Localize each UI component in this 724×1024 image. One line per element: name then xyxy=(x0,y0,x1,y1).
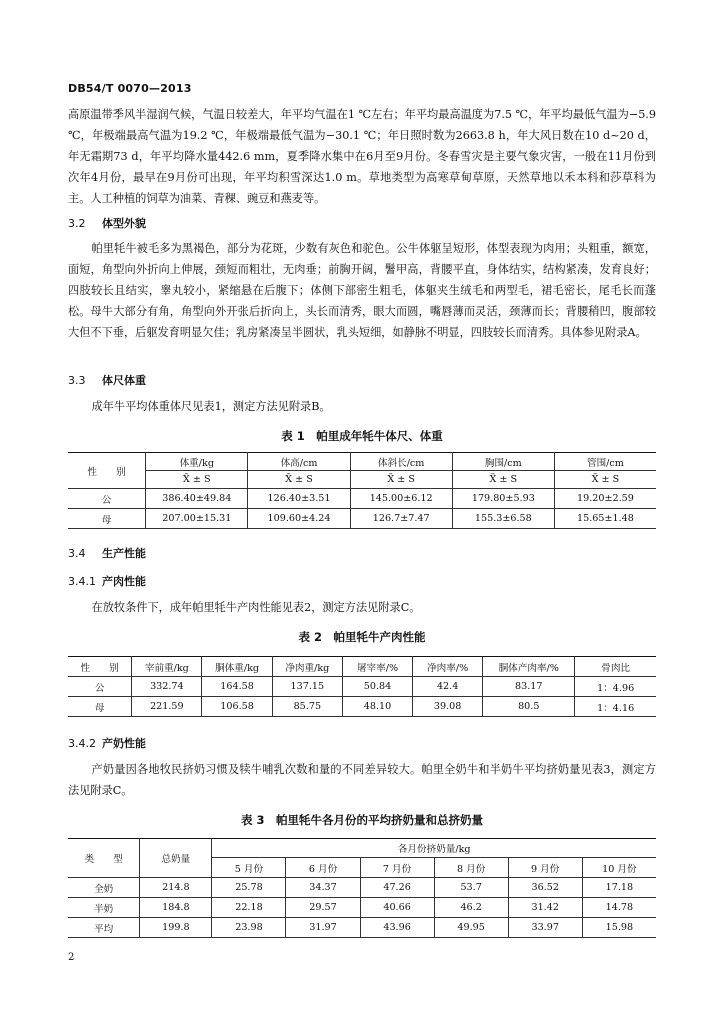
section-heading-3-3 xyxy=(68,372,146,388)
table-cell: 14.78 xyxy=(582,898,656,918)
table-cell: 42.4 xyxy=(413,677,483,697)
table-cell: 1：4.96 xyxy=(575,677,656,697)
table-header-row xyxy=(68,657,656,677)
table-row xyxy=(68,878,656,898)
section-number: 3.2 xyxy=(68,217,86,230)
table-header: 体重/kg xyxy=(146,453,248,471)
document-code: DB54/T 0070—2013 xyxy=(68,82,192,95)
section-heading-3-4-2 xyxy=(68,735,146,751)
table2 xyxy=(68,656,656,717)
table-row xyxy=(68,509,656,529)
table-cell: 36.52 xyxy=(508,878,582,898)
table-header: 净肉率/% xyxy=(413,657,483,677)
table-cell: 23.98 xyxy=(212,918,286,938)
table-cell: 221.59 xyxy=(132,697,202,717)
section-number: 3.3 xyxy=(68,374,86,387)
table-row xyxy=(68,918,656,938)
table-cell-type: 半奶 xyxy=(68,898,140,918)
month-header: 7 月份 xyxy=(360,858,434,878)
table-cell: 126.7±7.47 xyxy=(350,509,452,529)
table-subheader-row xyxy=(68,471,656,489)
paragraph-appearance: 帕里牦牛被毛多为黑褐色，部分为花斑，少数有灰色和驼色。公牛体躯呈短形，体型表现为肉用；头粗重，额宽，面短，角型向外折向上伸展，颈短而粗壮，无肉垂；前胸开阔，鬐甲高，背腰平直，身体结实，结构紧凑，发育良好；四肢较长且结实，睾丸较小，紧缩悬在后腹下；体侧下部密生粗毛，体躯夹生绒毛和两型毛，裙毛密长，尾毛长而蓬松。母牛大部分有角，角型向外开张后折向上，头长而清秀，眼大而圆，嘴唇薄而灵活，颈薄而长；背腰稍凹，腹部较大但不下垂，后躯发育明显欠佳；乳房紧凑呈半圆状，乳头短细，如静脉不明显，四肢较长而清秀。具体参见附录A。 xyxy=(68,242,656,339)
table-cell-sex: 母 xyxy=(68,509,146,529)
section-number: 3.4 xyxy=(68,547,86,560)
table-cell: 34.37 xyxy=(286,878,360,898)
table-cell: 155.3±6.58 xyxy=(452,509,554,529)
table-header-sex: 性 别 xyxy=(68,453,146,489)
table-cell: 80.5 xyxy=(483,697,575,717)
section-title: 体型外貌 xyxy=(102,217,146,230)
table-cell-total: 214.8 xyxy=(140,878,212,898)
table-header: 管围/cm xyxy=(554,453,656,471)
table1-caption: 表 1 帕里成年牦牛体尺、体重 xyxy=(281,429,443,443)
table-row xyxy=(68,898,656,918)
month-header: 6 月份 xyxy=(286,858,360,878)
table-header-total: 总奶量 xyxy=(140,839,212,878)
table-cell: 1：4.16 xyxy=(575,697,656,717)
table-cell: 207.00±15.31 xyxy=(146,509,248,529)
table-cell: 106.58 xyxy=(202,697,272,717)
table-cell: 33.97 xyxy=(508,918,582,938)
table-cell: 19.20±2.59 xyxy=(554,489,656,509)
paragraph-body-measurements: 成年牛平均体重体尺见表1，测定方法见附录B。 xyxy=(91,400,331,413)
month-header: 10 月份 xyxy=(582,858,656,878)
section-title: 产肉性能 xyxy=(102,575,146,588)
table-header: 宰前重/kg xyxy=(132,657,202,677)
table-header: 骨肉比 xyxy=(575,657,656,677)
table-header: 屠宰率/% xyxy=(342,657,412,677)
table-cell-type: 全奶 xyxy=(68,878,140,898)
paragraph-climate: 高原温带季风半湿润气候，气温日较差大，年平均气温在1 ℃左右；年平均最高温度为7.5 ℃，年平均最低气温为−5.9 ℃，年极端最高气温为19.2 ℃，年极端最低气温为−30.1 ℃；年日照时数为2663.8 h，年大风日数在10 d~20 d，年无霜期73 d，年平均降水量442.6 mm，夏季降水集中在6月至9月份。冬春雪灾是主要气象灾害，一般在11月份到次年4月份，最早在9月份可出现，年平均积雪深达1.0 m。草地类型为高寒草甸草原，天然草地以禾本科和莎草科为主。人工种植的饲草为油菜、青稞、豌豆和燕麦等。 xyxy=(68,108,656,205)
table-cell: 17.18 xyxy=(582,878,656,898)
stat-label: X̄ ± S xyxy=(554,471,656,489)
table-row xyxy=(68,677,656,697)
table-cell: 15.65±1.48 xyxy=(554,509,656,529)
section-title: 体尺体重 xyxy=(102,374,146,387)
section-title: 生产性能 xyxy=(102,547,146,560)
section-number: 3.4.1 xyxy=(68,575,96,588)
table-header: 胴体产肉率/% xyxy=(483,657,575,677)
table-cell-sex: 母 xyxy=(68,697,132,717)
table-cell: 43.96 xyxy=(360,918,434,938)
section-heading-3-2 xyxy=(68,215,146,231)
table-cell: 164.58 xyxy=(202,677,272,697)
table-cell: 31.97 xyxy=(286,918,360,938)
table3 xyxy=(68,838,656,938)
table-cell: 50.84 xyxy=(342,677,412,697)
section-heading-3-4-1 xyxy=(68,573,146,589)
table-header: 体斜长/cm xyxy=(350,453,452,471)
table-row xyxy=(68,697,656,717)
table-cell: 53.7 xyxy=(434,878,508,898)
table-header: 胸围/cm xyxy=(452,453,554,471)
section-heading-3-4 xyxy=(68,545,146,561)
table-header-type: 类 型 xyxy=(68,839,140,878)
stat-label: X̄ ± S xyxy=(146,471,248,489)
table-cell: 85.75 xyxy=(272,697,342,717)
table-cell: 48.10 xyxy=(342,697,412,717)
table3-caption: 表 3 帕里牦牛各月份的平均挤奶量和总挤奶量 xyxy=(240,813,483,827)
section-number: 3.4.2 xyxy=(68,737,96,750)
table-cell-type: 平均 xyxy=(68,918,140,938)
table-cell: 15.98 xyxy=(582,918,656,938)
table-header: 体高/cm xyxy=(248,453,350,471)
table-cell: 46.2 xyxy=(434,898,508,918)
table-header: 胴体重/kg xyxy=(202,657,272,677)
table-cell: 332.74 xyxy=(132,677,202,697)
table-cell: 25.78 xyxy=(212,878,286,898)
table-cell: 126.40±3.51 xyxy=(248,489,350,509)
table-cell: 29.57 xyxy=(286,898,360,918)
table-header-row xyxy=(68,839,656,858)
table-cell-total: 184.8 xyxy=(140,898,212,918)
table-header-group: 各月份挤奶量/kg xyxy=(212,839,656,858)
table-cell: 386.40±49.84 xyxy=(146,489,248,509)
table-cell: 145.00±6.12 xyxy=(350,489,452,509)
table-header-row xyxy=(68,453,656,471)
table-row xyxy=(68,489,656,509)
table1 xyxy=(68,452,656,529)
table-cell: 47.26 xyxy=(360,878,434,898)
stat-label: X̄ ± S xyxy=(350,471,452,489)
table-cell: 40.66 xyxy=(360,898,434,918)
month-header: 5 月份 xyxy=(212,858,286,878)
table-header: 性 别 xyxy=(68,657,132,677)
section-title: 产奶性能 xyxy=(102,737,146,750)
paragraph-milk-performance: 产奶量因各地牧民挤奶习惯及犊牛哺乳次数和量的不同差异较大。帕里全奶牛和半奶牛平均挤奶量见表3，测定方法见附录C。 xyxy=(68,763,656,797)
table-cell: 109.60±4.24 xyxy=(248,509,350,529)
stat-label: X̄ ± S xyxy=(452,471,554,489)
month-header: 8 月份 xyxy=(434,858,508,878)
table-cell: 31.42 xyxy=(508,898,582,918)
table-cell-sex: 公 xyxy=(68,677,132,697)
table-cell: 137.15 xyxy=(272,677,342,697)
table-cell-total: 199.8 xyxy=(140,918,212,938)
table-cell: 179.80±5.93 xyxy=(452,489,554,509)
table-cell: 83.17 xyxy=(483,677,575,697)
stat-label: X̄ ± S xyxy=(248,471,350,489)
month-header: 9 月份 xyxy=(508,858,582,878)
table2-caption: 表 2 帕里牦牛产肉性能 xyxy=(298,630,426,644)
table-cell: 39.08 xyxy=(413,697,483,717)
table-cell: 22.18 xyxy=(212,898,286,918)
paragraph-meat-performance: 在放牧条件下，成年帕里牦牛产肉性能见表2，测定方法见附录C。 xyxy=(91,601,421,614)
table-cell: 49.95 xyxy=(434,918,508,938)
table-header: 净肉重/kg xyxy=(272,657,342,677)
table-cell-sex: 公 xyxy=(68,489,146,509)
page-number: 2 xyxy=(68,952,75,963)
